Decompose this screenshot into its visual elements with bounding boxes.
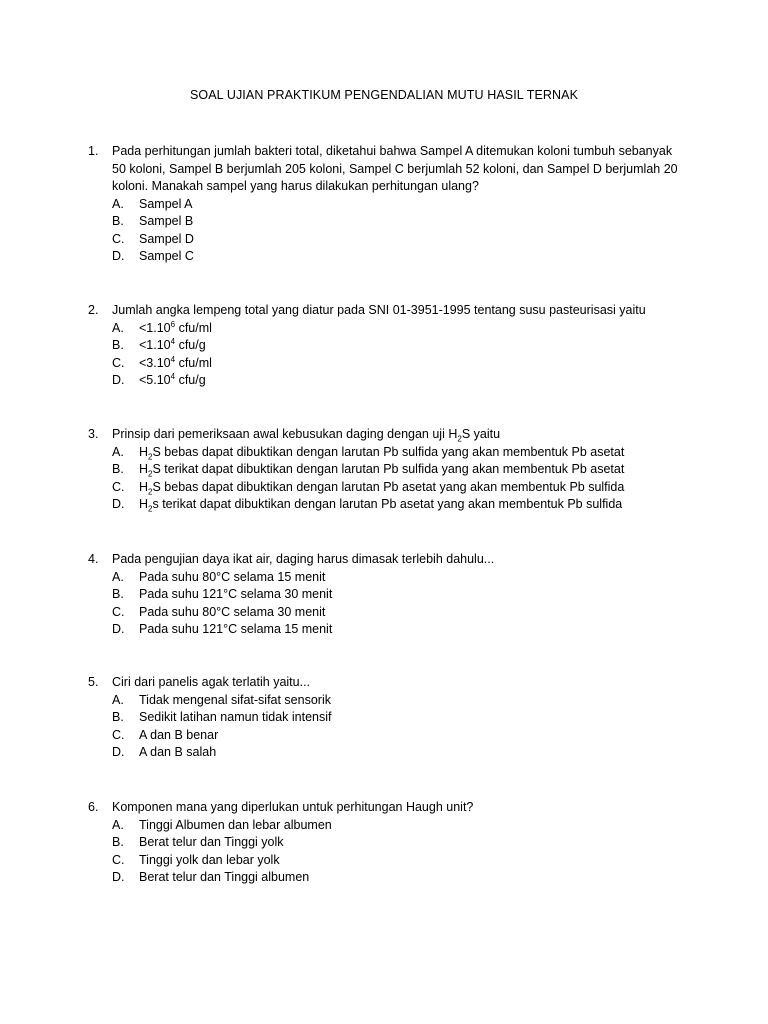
option-text: $H_2S$ terikat dapat dibuktikan dengan larutan Pb sulfida yang akan membentuk Pb asetat <box>139 462 625 479</box>
option-d <box>112 621 688 639</box>
question-number: 1. <box>88 144 99 158</box>
option-text: Berat telur dan Tinggi albumen <box>139 870 310 884</box>
question-3 <box>88 426 688 514</box>
question-number: 4. <box>88 552 99 566</box>
option-text: $<5.10^4$ cfu/g <box>139 371 206 387</box>
option-letter: B. <box>112 835 124 849</box>
option-letter: A. <box>112 817 124 832</box>
option-b <box>112 834 688 852</box>
option-letter: B. <box>112 338 124 352</box>
option-letter: B. <box>112 214 124 228</box>
option-text: $<3.10^4$ cfu/ml <box>139 354 212 370</box>
question-text: Prinsip dari pemeriksaan awal kebusukan daging dengan uji $H_2S$ yaitu <box>112 427 501 444</box>
option-text: Sampel B <box>139 214 194 228</box>
question-4 <box>88 551 688 639</box>
option-text: Sampel A <box>139 196 193 211</box>
document-title: SOAL UJIAN PRAKTIKUM PENGENDALIAN MUTU HASIL TERNAK <box>189 88 579 102</box>
question-number: 2. <box>88 303 99 317</box>
option-letter: A. <box>112 569 124 584</box>
option-letter: D. <box>112 622 125 636</box>
question-text: Pada pengujian daya ikat air, daging harus dimasak terlebih dahulu... <box>112 552 495 566</box>
option-d <box>112 372 688 390</box>
option-a <box>112 444 688 462</box>
option-text: Sedikit latihan namun tidak intensif <box>139 710 332 724</box>
option-text: Pada suhu 121°C selama 30 menit <box>139 587 333 601</box>
option-text: Pada suhu 80°C selama 30 menit <box>139 604 326 619</box>
option-a <box>112 569 688 587</box>
option-letter: D. <box>112 745 125 759</box>
option-letter: C. <box>112 231 125 246</box>
option-text: $H_2S$ bebas dapat dibuktikan dengan larutan Pb sulfida yang akan membentuk Pb asetat <box>139 444 625 461</box>
option-letter: C. <box>112 727 125 742</box>
question-6 <box>88 799 688 887</box>
option-b <box>112 586 688 604</box>
option-text: $<1.10^6$ cfu/ml <box>139 319 212 335</box>
option-text: Tinggi yolk dan lebar yolk <box>139 852 280 867</box>
question-text: Ciri dari panelis agak terlatih yaitu... <box>112 675 311 689</box>
question-text: Jumlah angka lempeng total yang diatur pada SNI 01-3951-1995 tentang susu pasteurisasi yaitu <box>112 303 646 317</box>
option-letter: C. <box>112 852 125 867</box>
option-text: A dan B benar <box>139 727 219 742</box>
option-b <box>112 461 688 479</box>
option-letter: A. <box>112 444 124 459</box>
option-letter: C. <box>112 604 125 619</box>
option-text: $H_2S$ bebas dapat dibuktikan dengan larutan Pb asetat yang akan membentuk Pb sulfida <box>139 479 625 496</box>
option-c <box>112 355 688 373</box>
option-a <box>112 320 688 338</box>
question-text: Pada perhitungan jumlah bakteri total, diketahui bahwa Sampel A ditemukan koloni tumbuh sebanyak 50 koloni, Sampel B berjumlah 205 koloni, Sampel C berjumlah 52 koloni, dan Sampel D berjumlah 20 koloni. Manakah sampel yang harus dilakukan perhitungan ulang? <box>112 144 678 193</box>
option-text: Sampel D <box>139 231 194 246</box>
question-5 <box>88 674 688 762</box>
option-a <box>112 692 688 710</box>
option-text: $<1.10^4$ cfu/g <box>139 336 206 352</box>
option-d <box>112 496 688 514</box>
option-a <box>112 196 688 214</box>
option-letter: D. <box>112 249 125 263</box>
option-d <box>112 744 688 762</box>
option-letter: A. <box>112 196 124 211</box>
option-letter: B. <box>112 462 124 476</box>
option-c <box>112 231 688 249</box>
option-text: Pada suhu 121°C selama 15 menit <box>139 622 333 636</box>
option-d <box>112 869 688 887</box>
option-b <box>112 213 688 231</box>
option-letter: D. <box>112 373 125 387</box>
option-letter: B. <box>112 587 124 601</box>
option-text: Tinggi Albumen dan lebar albumen <box>139 817 332 832</box>
option-letter: B. <box>112 710 124 724</box>
option-text: Berat telur dan Tinggi yolk <box>139 835 284 849</box>
option-text: Pada suhu 80°C selama 15 menit <box>139 569 326 584</box>
question-2 <box>88 302 688 390</box>
question-1 <box>88 143 688 266</box>
option-letter: D. <box>112 870 125 884</box>
option-c <box>112 604 688 622</box>
option-c <box>112 852 688 870</box>
question-number: 3. <box>88 427 99 441</box>
option-text: Tidak mengenal sifat-sifat sensorik <box>139 692 331 707</box>
option-c <box>112 727 688 745</box>
option-letter: C. <box>112 479 125 494</box>
option-letter: A. <box>112 692 124 707</box>
question-text: Komponen mana yang diperlukan untuk perhitungan Haugh unit? <box>112 800 474 814</box>
option-letter: A. <box>112 320 124 335</box>
option-d <box>112 248 688 266</box>
option-c <box>112 479 688 497</box>
option-a <box>112 817 688 835</box>
option-text: Sampel C <box>139 249 194 263</box>
option-b <box>112 709 688 727</box>
option-letter: D. <box>112 497 125 511</box>
option-letter: C. <box>112 355 125 370</box>
question-number: 5. <box>88 675 99 689</box>
option-text: A dan B salah <box>139 745 217 759</box>
option-text: $H_2s$ terikat dapat dibuktikan dengan larutan Pb asetat yang akan membentuk Pb sulfida <box>139 497 623 514</box>
option-b <box>112 337 688 355</box>
question-number: 6. <box>88 800 99 814</box>
